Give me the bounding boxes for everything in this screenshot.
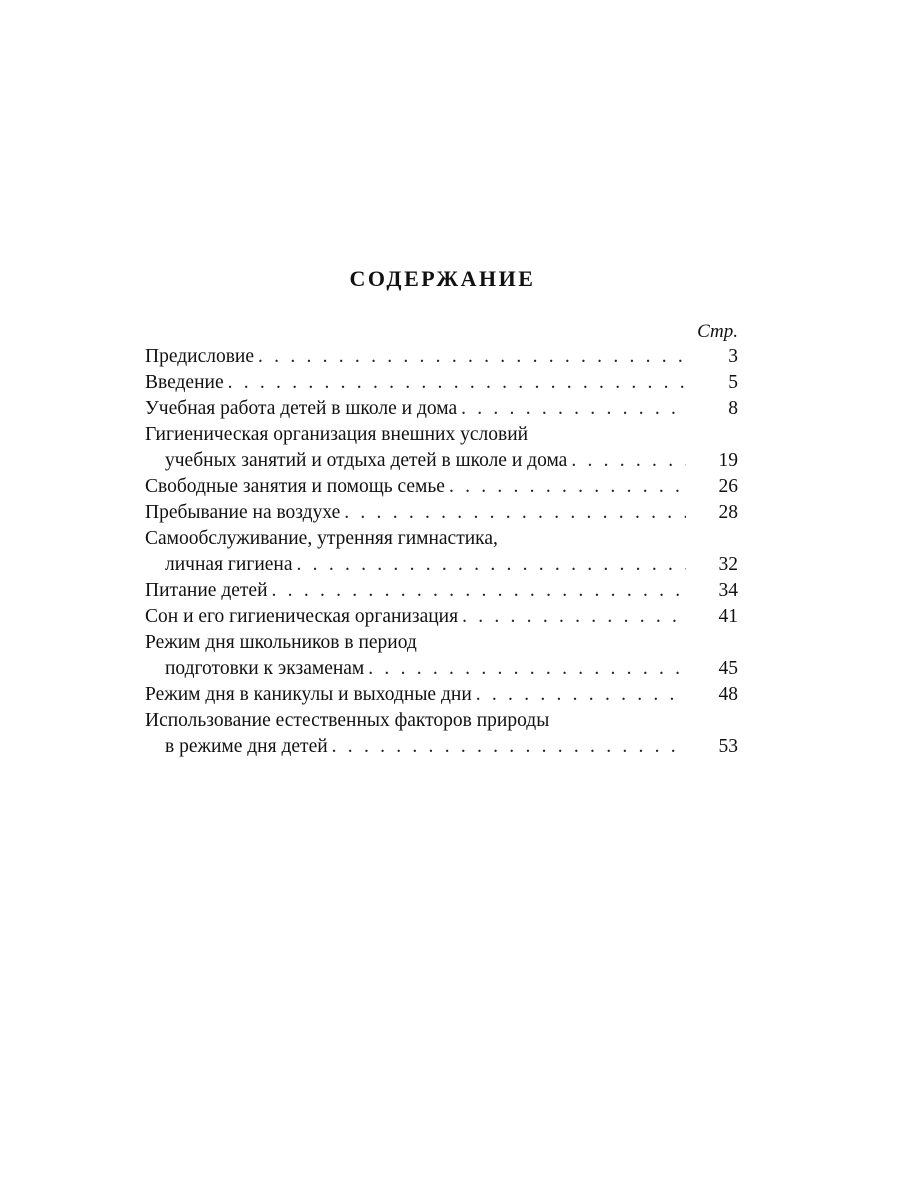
toc-entry-title-continuation: в режиме дня детей — [165, 736, 328, 757]
dot-leader — [571, 448, 686, 474]
toc-entry-title-continuation: подготовки к экзаменам — [165, 658, 365, 679]
toc-entry-title: Введение — [145, 372, 224, 393]
toc-page-number: 5 — [728, 372, 738, 393]
toc-page-number: 41 — [718, 606, 738, 627]
dot-leader — [476, 682, 686, 708]
dot-leader — [368, 656, 686, 682]
toc-entry-nutrition[interactable] — [145, 578, 738, 604]
toc-page-number: 53 — [718, 736, 738, 757]
toc-entry-outdoor-time[interactable] — [145, 500, 738, 526]
toc-entry-title: Пребывание на воздухе — [145, 502, 341, 523]
dot-leader — [461, 396, 686, 422]
toc-page-number: 8 — [728, 398, 738, 419]
dot-leader — [258, 344, 686, 370]
page-title: СОДЕРЖАНИЕ — [349, 266, 536, 291]
toc-entry-title: Учебная работа детей в школе и дома — [145, 398, 458, 419]
toc-entry-title: Режим дня в каникулы и выходные дни — [145, 684, 472, 705]
toc-entry-sleep[interactable] — [145, 604, 738, 630]
toc-entry-study-work[interactable] — [145, 396, 738, 422]
dot-leader — [332, 734, 686, 760]
toc-entry-holidays-regime[interactable] — [145, 682, 738, 708]
toc-page-number: 32 — [718, 554, 738, 575]
toc-entry-self-care[interactable] — [145, 526, 738, 578]
toc-entry-hygienic-organization[interactable] — [145, 422, 738, 474]
toc-entry-free-activities[interactable] — [145, 474, 738, 500]
toc-entry-title: Свободные занятия и помощь семье — [145, 476, 445, 497]
dot-leader — [462, 604, 686, 630]
toc-page-number: 3 — [728, 346, 738, 367]
toc-page-number: 19 — [718, 450, 738, 471]
toc-page-number: 26 — [718, 476, 738, 497]
toc-page-number: 45 — [718, 658, 738, 679]
toc-entry-natural-factors[interactable] — [145, 708, 738, 760]
toc-entry-title-line: Использование естественных факторов природы — [145, 710, 550, 731]
toc-entry-introduction[interactable] — [145, 370, 738, 396]
toc-page-number: 34 — [718, 580, 738, 601]
dot-leader — [297, 552, 686, 578]
dot-leader — [344, 500, 686, 526]
toc-entry-exam-regime[interactable] — [145, 630, 738, 682]
toc-entry-preface[interactable] — [145, 344, 738, 370]
toc-entry-title-line: Гигиеническая организация внешних условий — [145, 424, 529, 445]
toc-entry-title-line: Режим дня школьников в период — [145, 632, 417, 653]
dot-leader — [228, 370, 686, 396]
toc-entry-title: Сон и его гигиеническая организация — [145, 606, 459, 627]
toc-entry-title: Предисловие — [145, 346, 255, 367]
toc-entry-title-line: Самообслуживание, утренняя гимнастика, — [145, 528, 498, 549]
toc-entry-title: Питание детей — [145, 580, 268, 601]
toc-entry-title-continuation: личная гигиена — [165, 554, 293, 575]
table-of-contents — [145, 344, 738, 760]
toc-page-number: 48 — [718, 684, 738, 705]
page-column-label: Стр. — [697, 321, 738, 342]
dot-leader — [449, 474, 686, 500]
toc-page-number: 28 — [718, 502, 738, 523]
dot-leader — [272, 578, 686, 604]
toc-entry-title-continuation: учебных занятий и отдыха детей в школе и дома — [165, 450, 568, 471]
